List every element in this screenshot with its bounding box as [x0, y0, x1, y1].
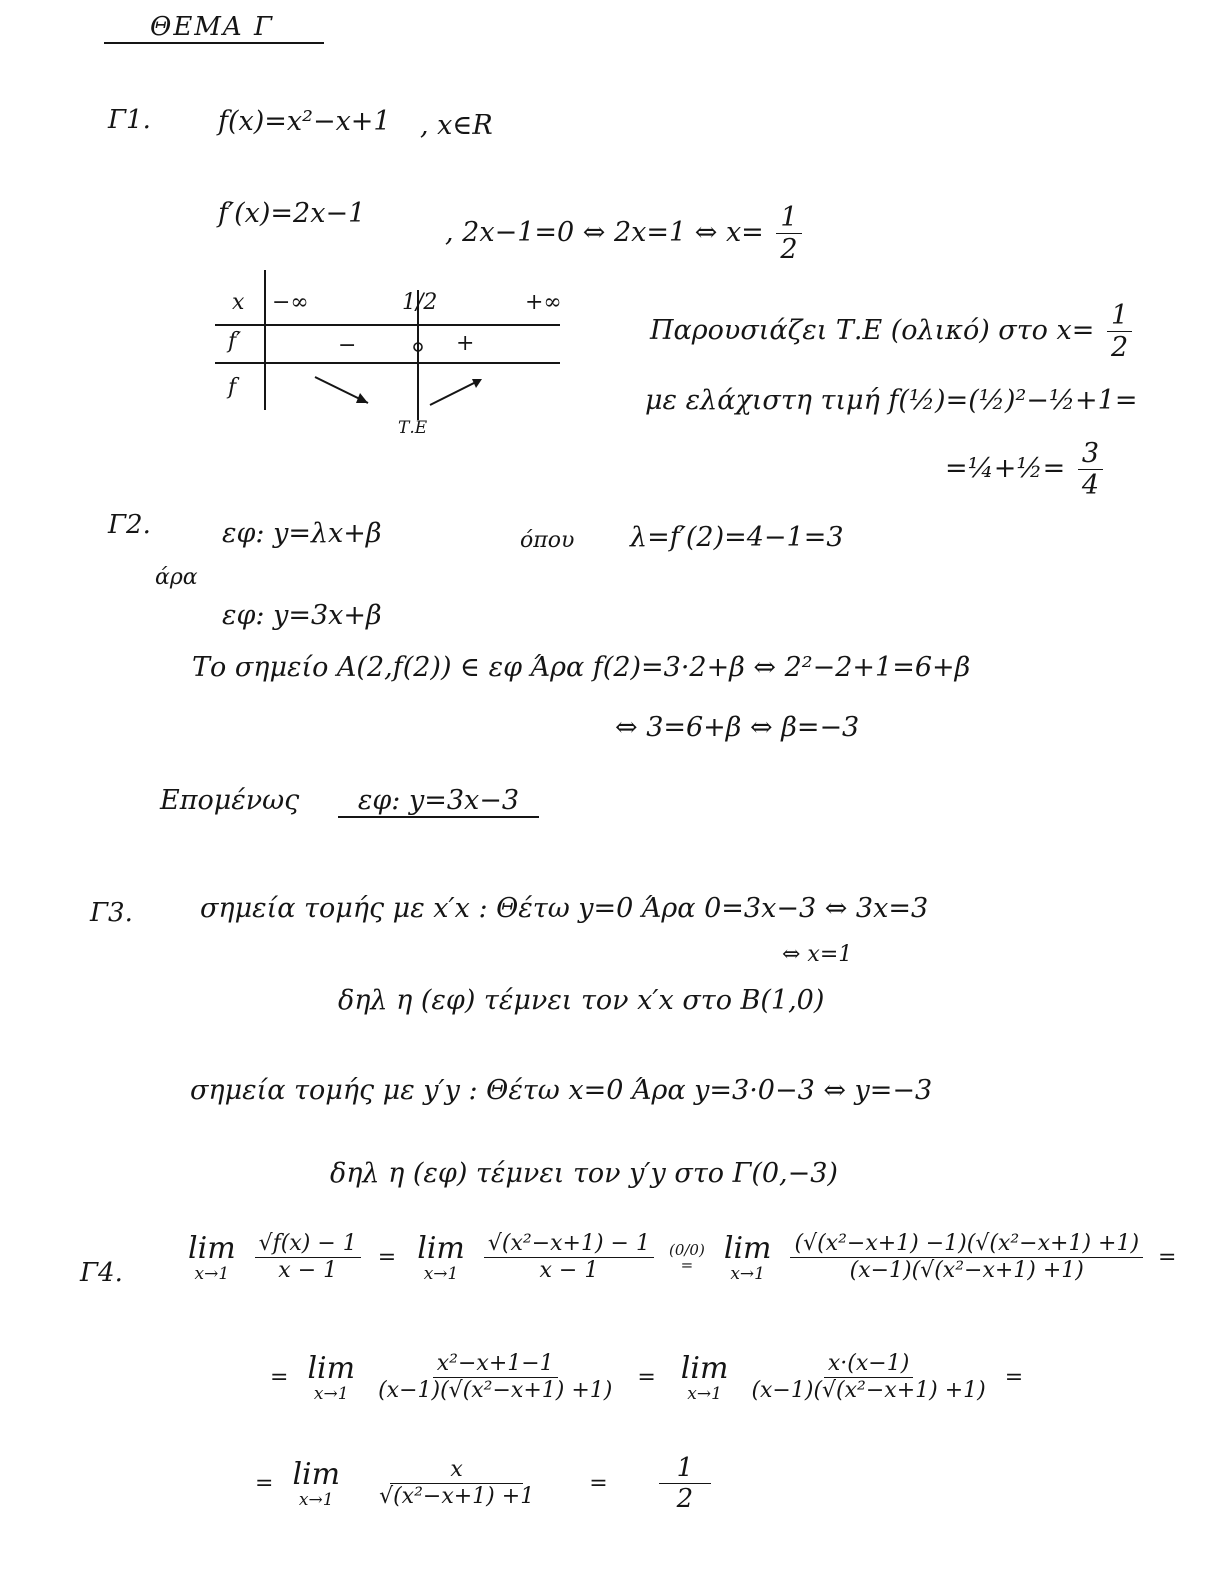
neg-inf: −∞ — [272, 290, 309, 315]
g4-row3 — [255, 1455, 715, 1512]
g2-line4: ⇔ 3=6+β ⇔ β=−3 — [615, 712, 860, 743]
g2-opou: όπου — [520, 528, 575, 553]
sign-minus: − — [338, 333, 357, 358]
row-f-label: f — [228, 375, 237, 400]
zero-over-zero — [668, 1240, 705, 1274]
g4-frac-3-den: (x−1)(√(x²−x+1) +1) — [849, 1258, 1084, 1284]
pos-inf: +∞ — [525, 290, 562, 315]
g2-conclusion-prefix: Επομένως — [160, 785, 300, 816]
lim-sub: x→1 — [423, 1264, 459, 1284]
g4-lim-6 — [292, 1458, 340, 1510]
g1-domain: , x∈R — [420, 110, 493, 141]
eq-sign: = — [637, 1364, 656, 1390]
g4-lim-5 — [681, 1352, 729, 1404]
lim-sub: x→1 — [730, 1264, 765, 1284]
g4-label: Γ4. — [80, 1258, 123, 1288]
g4-frac-2 — [484, 1233, 654, 1282]
g1-note3-frac-den: 4 — [1081, 470, 1099, 501]
g1-note1-frac-den: 2 — [1110, 332, 1129, 363]
g1-solve — [445, 204, 806, 263]
g4-frac-4 — [374, 1353, 616, 1402]
g4-lim-3 — [724, 1232, 772, 1284]
sign-plus: + — [456, 331, 475, 356]
g3-line2: ⇔ x=1 — [782, 942, 853, 967]
g4-frac-6-den: √(x²−x+1) +1 — [379, 1484, 535, 1509]
eq-sign: = — [377, 1244, 397, 1270]
g1-derivative: f′(x)=2x−1 — [218, 198, 366, 229]
g4-frac-4-num: x²−x+1−1 — [433, 1353, 558, 1378]
lim-sub: x→1 — [313, 1384, 349, 1404]
g1-note1-frac-num: 1 — [1107, 302, 1132, 332]
g3-label: Γ3. — [90, 898, 133, 928]
g4-frac-5-den: (x−1)(√(x²−x+1) +1) — [751, 1378, 986, 1404]
lim-sub: x→1 — [298, 1489, 334, 1510]
eq-sign: = — [1158, 1244, 1177, 1270]
g4-lim-2 — [417, 1232, 465, 1284]
lim-text: lim — [188, 1231, 236, 1266]
g4-frac-4-den: (x−1)(√(x²−x+1) +1) — [378, 1378, 613, 1404]
g4-lim-1 — [188, 1232, 236, 1284]
title-underline — [104, 42, 324, 44]
g1-solve-text: , 2x−1=0 ⇔ 2x=1 ⇔ x= — [445, 217, 764, 248]
g2-conclusion — [160, 785, 539, 816]
g4-result — [659, 1455, 712, 1512]
g1-note1-fraction — [1107, 302, 1132, 361]
sign-table — [210, 265, 580, 445]
g4-frac-3 — [790, 1233, 1143, 1282]
g1-note3-text: =¼+½= — [945, 453, 1066, 484]
g2-label: Γ2. — [108, 510, 151, 540]
g2-line1: εφ: y=λx+β — [222, 518, 382, 549]
g1-solve-frac-den: 2 — [780, 234, 798, 265]
g4-lim-4 — [307, 1352, 355, 1404]
g3-line4: σημεία τομής με y′y : Θέτω x=0 Άρα y=3·0−3 ⇔ y=−3 — [190, 1075, 933, 1106]
eq-sign: = — [255, 1470, 274, 1496]
g4-frac-5 — [747, 1353, 989, 1402]
g4-frac-6-num: x — [390, 1459, 522, 1484]
eq-sign: = — [589, 1470, 608, 1496]
g1-label: Γ1. — [108, 105, 151, 135]
lim-sub: x→1 — [687, 1384, 722, 1404]
g4-frac-1-num: √f(x) − 1 — [255, 1233, 361, 1258]
critical-point: 1/2 — [402, 290, 438, 315]
g1-note2: με ελάχιστη τιμή f(½)=(½)²−½+1= — [645, 385, 1138, 416]
g4-frac-5-num: x·(x−1) — [824, 1353, 913, 1378]
page-title: ΘΕΜΑ Γ — [150, 12, 274, 42]
g4-frac-3-num: (√(x²−x+1) −1)(√(x²−x+1) +1) — [790, 1233, 1143, 1258]
g4-result-den: 2 — [676, 1484, 694, 1514]
g4-frac-1-den: x − 1 — [278, 1258, 338, 1284]
g3-line1: σημεία τομής με x′x : Θέτω y=0 Άρα 0=3x−3 ⇔ 3x=3 — [200, 893, 929, 924]
g1-solve-fraction — [776, 204, 801, 263]
lim-sub: x→1 — [194, 1264, 230, 1284]
g4-frac-1 — [255, 1233, 361, 1282]
g1-note1 — [650, 302, 1136, 361]
g1-function: f(x)=x²−x+1 — [218, 106, 391, 137]
g2-conclusion-equation: εφ: y=3x−3 — [338, 785, 539, 818]
zero-over-zero-text: (0/0) — [668, 1240, 705, 1259]
g2-lambda: λ=f′(2)=4−1=3 — [630, 522, 844, 553]
g4-frac-2-den: x − 1 — [539, 1258, 599, 1284]
eq-sign: = — [1004, 1364, 1024, 1390]
g1-solve-frac-num: 1 — [776, 204, 801, 234]
increasing-arrow — [430, 380, 480, 405]
g1-note3-frac-num: 3 — [1078, 440, 1103, 470]
lim-text: lim — [723, 1231, 772, 1266]
g3-line3: δηλ η (εφ) τέμνει τον x′x στο Β(1,0) — [338, 985, 825, 1016]
g2-line3: Το σημείο Α(2,f(2)) ∈ εφ Άρα f(2)=3·2+β ⇔ 2²−2+1=6+β — [192, 652, 971, 683]
eq-sign: = — [680, 1255, 694, 1274]
g4-result-num: 1 — [659, 1455, 712, 1484]
lim-text: lim — [680, 1351, 729, 1386]
eq-sign: = — [270, 1364, 289, 1390]
g1-note1-text: Παρουσιάζει Τ.Ε (ολικό) στο x= — [650, 315, 1095, 346]
g3-line5: δηλ η (εφ) τέμνει τον y′y στο Γ(0,−3) — [330, 1158, 838, 1189]
g4-frac-6 — [375, 1459, 538, 1508]
row-fprime-label: f′ — [228, 329, 242, 354]
g2-ara: άρα — [155, 565, 198, 590]
lim-text: lim — [307, 1351, 356, 1386]
g4-row1 — [180, 1232, 1176, 1284]
g1-note3 — [945, 440, 1107, 499]
g2-line2: εφ: y=3x+β — [222, 600, 382, 631]
row-x-label: x — [232, 290, 245, 315]
g4-frac-2-num: √(x²−x+1) − 1 — [484, 1233, 654, 1258]
lim-text: lim — [292, 1456, 341, 1492]
g4-row2 — [270, 1352, 1023, 1404]
lim-text: lim — [417, 1231, 465, 1266]
te-label: Τ.Ε — [398, 418, 428, 438]
g1-note3-fraction — [1078, 440, 1103, 499]
